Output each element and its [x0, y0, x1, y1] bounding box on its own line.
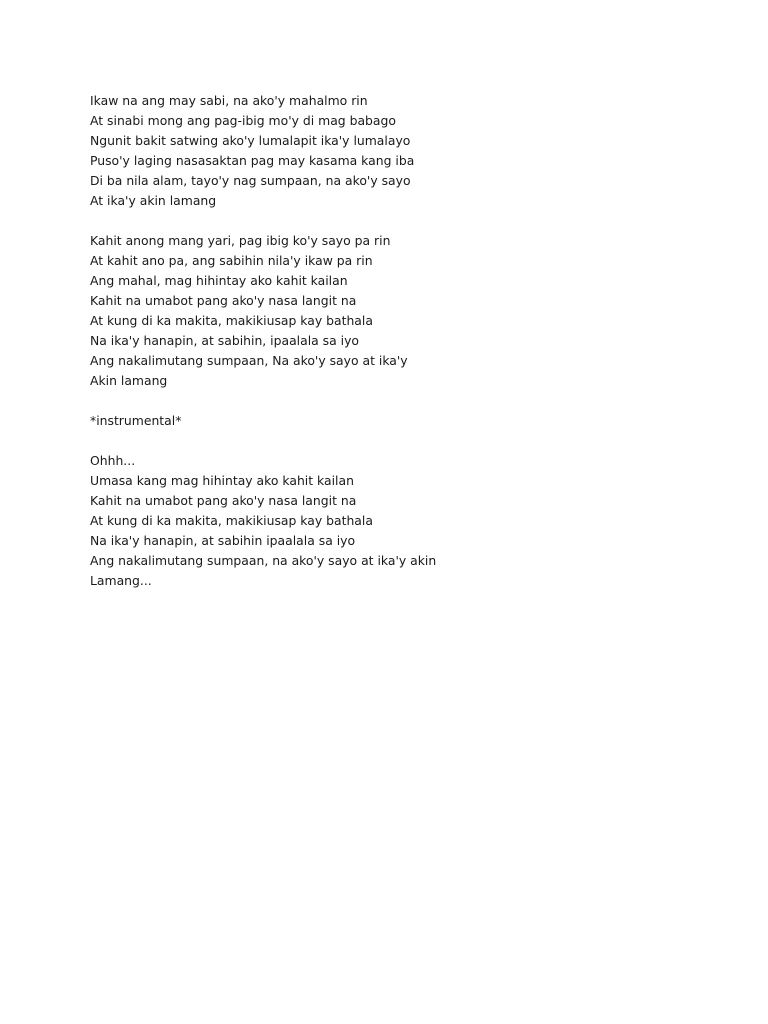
stanza	[90, 91, 730, 211]
lyrics-body	[90, 91, 730, 591]
lyric-line: Di ba nila alam, tayo'y nag sumpaan, na ako'y sayo	[90, 173, 411, 188]
lyric-line: Ngunit bakit satwing ako'y lumalapit ika'y lumalayo	[90, 133, 411, 148]
lyric-line: Na ika'y hanapin, at sabihin ipaalala sa iyo	[90, 533, 356, 548]
stanza-spacer	[90, 211, 730, 231]
lyric-line: Ang nakalimutang sumpaan, na ako'y sayo at ika'y akin	[90, 553, 437, 568]
stanza-spacer	[90, 391, 730, 411]
lyric-line: Lamang...	[90, 573, 152, 588]
stanza	[90, 231, 730, 391]
lyric-line: At kung di ka makita, makikiusap kay bathala	[90, 513, 373, 528]
stanza	[90, 451, 730, 591]
lyric-line: At sinabi mong ang pag-ibig mo'y di mag babago	[90, 113, 396, 128]
lyric-line: Akin lamang	[90, 373, 168, 388]
stanza-spacer	[90, 431, 730, 451]
lyric-line: Ang nakalimutang sumpaan, Na ako'y sayo at ika'y	[90, 353, 408, 368]
lyric-line: Kahit anong mang yari, pag ibig ko'y sayo pa rin	[90, 233, 391, 248]
lyric-line: At ika'y akin lamang	[90, 193, 217, 208]
lyric-line: Ang mahal, mag hihintay ako kahit kailan	[90, 273, 348, 288]
lyric-line: Ohhh...	[90, 453, 136, 468]
lyric-line: *instrumental*	[90, 413, 182, 428]
lyric-line: Na ika'y hanapin, at sabihin, ipaalala sa iyo	[90, 333, 360, 348]
lyric-line: Ikaw na ang may sabi, na ako'y mahalmo rin	[90, 93, 368, 108]
lyric-line: Kahit na umabot pang ako'y nasa langit na	[90, 493, 357, 508]
lyric-line: At kahit ano pa, ang sabihin nila'y ikaw pa rin	[90, 253, 373, 268]
lyric-line: Umasa kang mag hihintay ako kahit kailan	[90, 473, 354, 488]
lyric-line: Puso'y laging nasasaktan pag may kasama kang iba	[90, 153, 415, 168]
stanza	[90, 411, 730, 431]
lyric-line: Kahit na umabot pang ako'y nasa langit na	[90, 293, 357, 308]
lyric-line: At kung di ka makita, makikiusap kay bathala	[90, 313, 373, 328]
